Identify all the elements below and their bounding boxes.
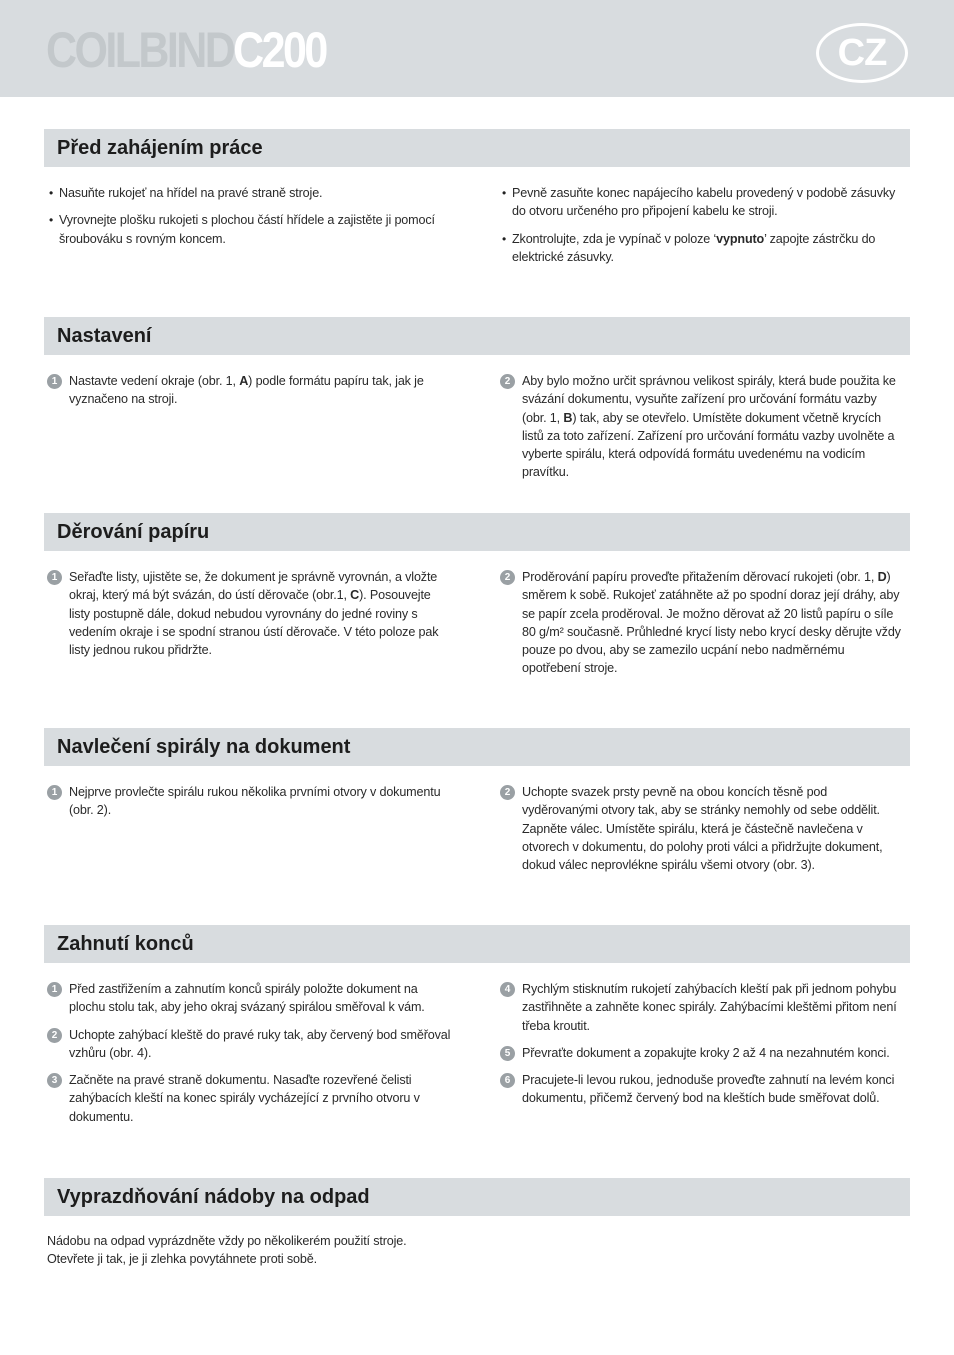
step-number-badge: 2 <box>47 1028 62 1043</box>
step-number-badge: 1 <box>47 785 62 800</box>
bullet-icon: • <box>502 186 507 200</box>
list-item: • Nasuňte rukojeť na hřídel na pravé straně stroje. <box>47 184 447 202</box>
step-number-badge: 1 <box>47 374 62 389</box>
numbered-step: 3 Začněte na pravé straně dokumentu. Nasaďte rozevřené čelisti zahýbacích kleští na konec spirály vycházející z prvního otvoru v dokumentu. <box>47 1071 455 1126</box>
numbered-step: 2 Aby bylo možno určit správnou velikost spirály, která bude použita ke svázání dokumentu, vysuňte zařízení pro určování formátu vazby (obr. 1, B) tak, aby se otevřelo. Umístěte dokument včetně krycích listů za toto zařízení. Zařízení pro určování formátu vazby uvolněte a vyberte spirálu, která odpovídá formátu uvedenému na vodicím pravítku. <box>500 372 902 482</box>
paragraph-line: Otevřete ji tak, je ji zlehka povytáhnete proti sobě. <box>47 1252 317 1267</box>
section-title: Zahnutí konců <box>57 933 194 955</box>
step-number-badge: 1 <box>47 982 62 997</box>
step-number-badge: 4 <box>500 982 515 997</box>
section-header-coil-insert <box>44 728 910 766</box>
section-title: Před zahájením práce <box>57 137 263 159</box>
section-header-crimping <box>44 925 910 963</box>
settings-left-column <box>47 372 445 418</box>
header-band <box>0 0 954 97</box>
step-number-badge: 6 <box>500 1073 515 1088</box>
section-title: Navlečení spirály na dokument <box>57 736 351 758</box>
section-title: Děrování papíru <box>57 521 210 543</box>
coil-insert-right-column <box>500 783 904 883</box>
brand-logo <box>46 22 326 78</box>
list-item: • Zkontrolujte, zda je vypínač v poloze ‘vypnuto’ zapojte zástrčku do elektrické zásuvky. <box>502 231 876 264</box>
list-item: • Vyrovnejte plošku rukojeti s plochou částí hřídele a zajistěte ji pomocí šroubováku s rovným koncem. <box>49 213 435 246</box>
before-work-left-column <box>47 184 447 257</box>
section-header-before-work <box>44 129 910 167</box>
paragraph-line: Nádobu na odpad vyprázdněte vždy po několikerém použití stroje. <box>47 1234 407 1248</box>
section-header-emptying <box>44 1178 910 1216</box>
section-header-punching <box>44 513 910 551</box>
settings-right-column <box>500 372 902 491</box>
numbered-step: 4 Rychlým stisknutím rukojetí zahýbacích kleští pak při jednom pohybu zastřihněte a zahněte konec spirály. Zahýbacími kleštěmi přitom není třeba kroutit. <box>500 980 900 1035</box>
numbered-step: 2 Uchopte svazek prsty pevně na obou koncích těsně pod vyděrovanými otvory tak, aby se stránky nemohly od sebe oddělit. Zapněte válec. Umístěte spirálu, která je částečně navlečena v otvorech v dokumentu, do polohy proti válci a přidržujte dokument, dokud válec neprovlékne spirálu všemi otvory (obr. 3). <box>500 783 904 874</box>
step-number-badge: 1 <box>47 570 62 585</box>
emptying-text <box>47 1232 547 1269</box>
list-item: • Pevně zasuňte konec napájecího kabelu provedený v podobě zásuvky do otvoru určeného pro připojení kabelu ke stroji. <box>502 186 896 219</box>
numbered-step: 1 Nejprve provlečte spirálu rukou několika prvními otvory v dokumentu (obr. 2). <box>47 783 445 820</box>
step-number-badge: 3 <box>47 1073 62 1088</box>
crimping-left-column <box>47 980 455 1135</box>
numbered-step: 6 Pracujete-li levou rukou, jednoduše proveďte zahnutí na levém konci dokumentu, přičemž červený bod na kleštích bude směřovat dolů. <box>500 1071 900 1108</box>
before-work-right-column <box>500 184 908 275</box>
step-number-badge: 2 <box>500 374 515 389</box>
numbered-step: 2 Uchopte zahýbací kleště do pravé ruky tak, aby červený bod směřoval vzhůru (obr. 4). <box>47 1026 455 1063</box>
section-title: Vyprazdňování nádoby na odpad <box>57 1186 370 1208</box>
step-number-badge: 2 <box>500 785 515 800</box>
section-title: Nastavení <box>57 325 152 347</box>
step-number-badge: 5 <box>500 1046 515 1061</box>
bullet-icon: • <box>49 186 54 200</box>
step-number-badge: 2 <box>500 570 515 585</box>
brand-model: C200 <box>233 22 326 78</box>
numbered-step: 2 Proděrování papíru proveďte přitažením děrovací rukojeti (obr. 1, D) směrem k sobě. Rukojeť zatáhněte až po spodní doraz její dráhy, aby se papír zcela proděroval. Je možno děrovat až 20 listů papíru o síle 80 g/m² současně. Průhledné krycí listy nebo krycí desky děrujte vždy pouze po dvou, aby se zamezilo ucpání nebo nadměrnému opotřebení stroje. <box>500 568 904 678</box>
coil-insert-left-column <box>47 783 445 829</box>
brand-name: COILBIND <box>46 22 234 78</box>
numbered-step: 1 Nastavte vedení okraje (obr. 1, A) podle formátu papíru tak, jak je vyznačeno na stroji. <box>47 372 445 409</box>
language-badge: CZ <box>816 23 908 83</box>
numbered-step: 1 Seřaďte listy, ujistěte se, že dokument je správně vyrovnán, a vložte okraj, který má být svázán, do ústí děrovače (obr.1, C). Posouvejte listy postupně dále, dokud nebudou vyrovnány do jedné roviny s vedením okraje i se spodní stranou ústí děrovače. V této poloze pak listy jednou rukou přidržte. <box>47 568 453 659</box>
crimping-right-column <box>500 980 900 1117</box>
bullet-icon: • <box>49 213 54 228</box>
numbered-step: 5 Převraťte dokument a zopakujte kroky 2 až 4 na nezahnutém konci. <box>500 1044 900 1062</box>
section-header-settings <box>44 317 910 355</box>
numbered-step: 1 Před zastřižením a zahnutím konců spirály položte dokument na plochu stolu tak, aby jeho okraj svázaný spirálou směřoval k vám. <box>47 980 455 1017</box>
punching-right-column <box>500 568 904 687</box>
bullet-icon: • <box>502 231 507 246</box>
punching-left-column <box>47 568 453 668</box>
